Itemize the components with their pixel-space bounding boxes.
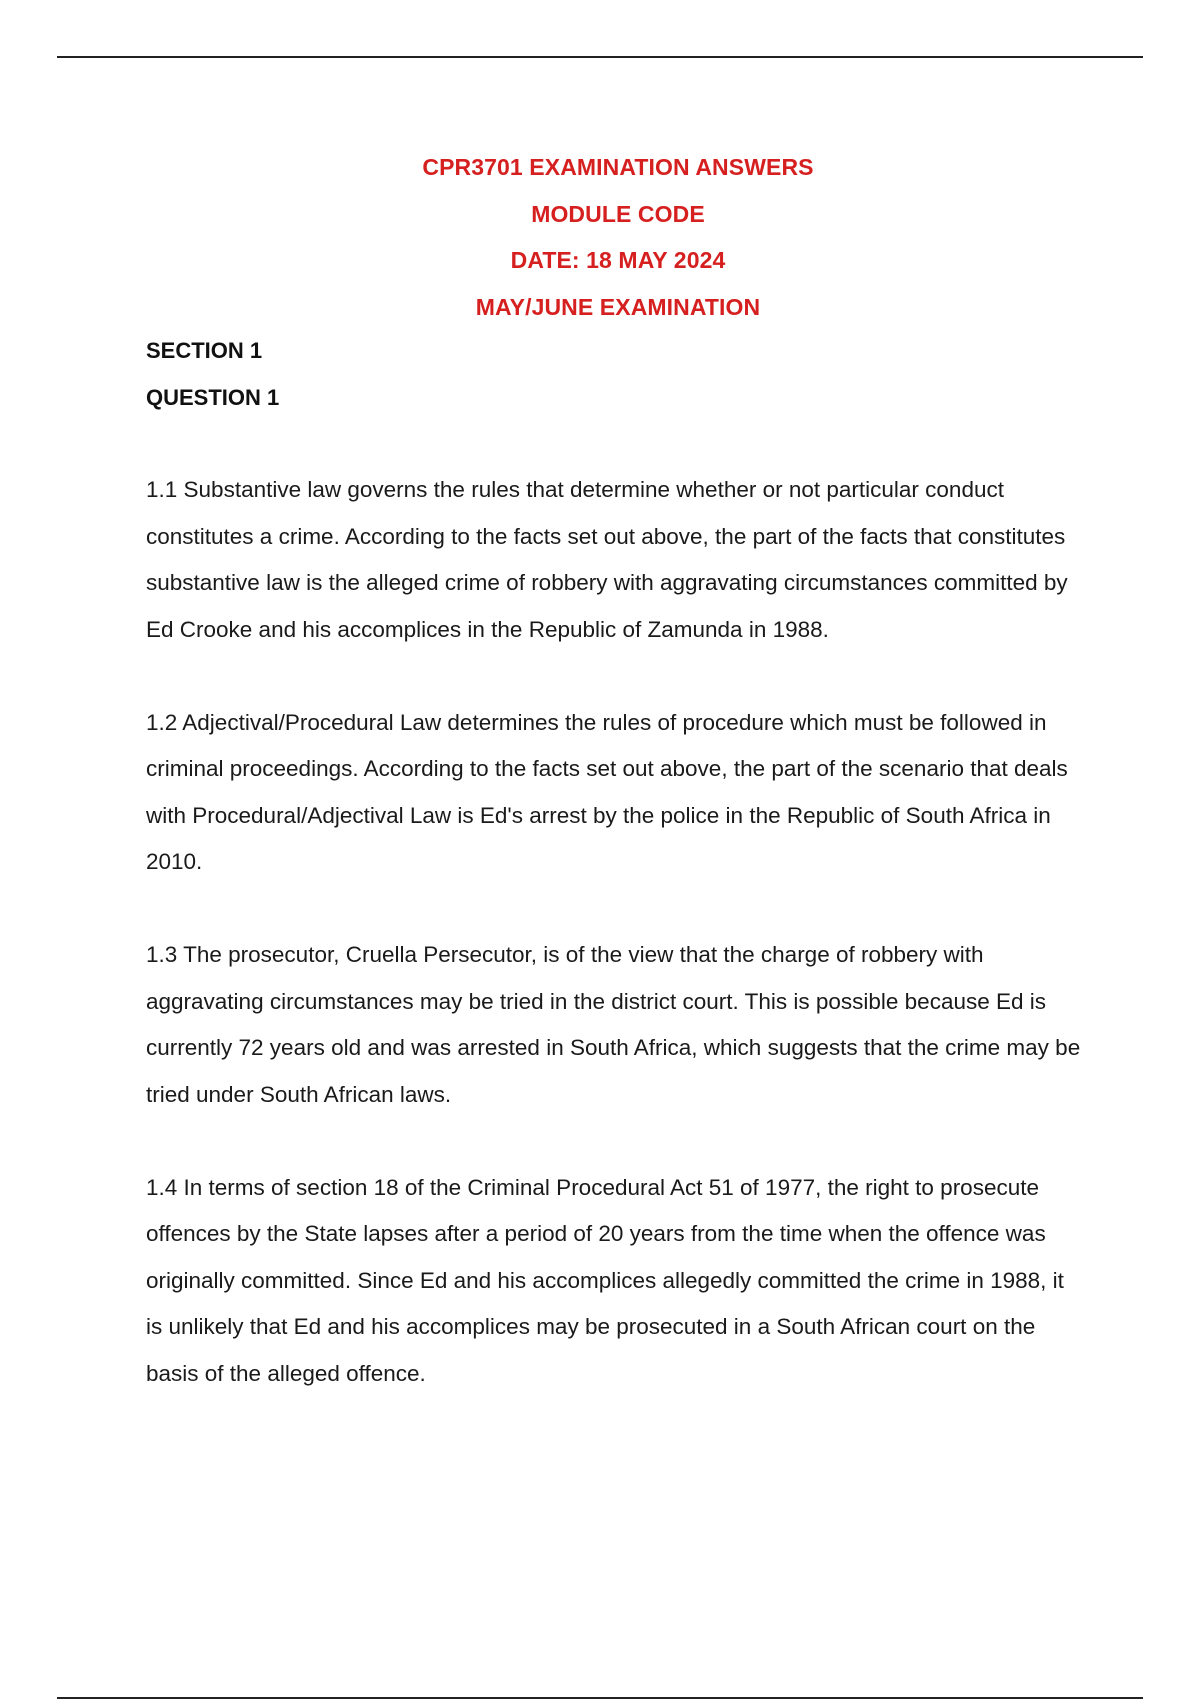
document-body <box>146 328 1086 1397</box>
section-heading: SECTION 1 <box>146 338 263 363</box>
question-heading: QUESTION 1 <box>146 384 280 410</box>
exam-title: CPR3701 EXAMINATION ANSWERS <box>422 154 814 180</box>
spacer <box>146 421 1086 467</box>
exam-session: MAY/JUNE EXAMINATION <box>475 293 761 320</box>
answer-1-1: 1.1 Substantive law governs the rules that determine whether or not particular conduct constitutes a crime. According to the facts set out above, the part of the facts that constitutes substantive law is the alleged crime of robbery with aggravating circumstances committed by Ed Crooke and his accomplices in the Republic of Zamunda in 1988. <box>146 477 1068 642</box>
spacer <box>146 886 1086 933</box>
document-header <box>0 144 1200 330</box>
bottom-divider <box>57 1697 1143 1699</box>
spacer <box>146 1118 1086 1165</box>
answer-1-4: 1.4 In terms of section 18 of the Criminal Procedural Act 51 of 1977, the right to prosecute offences by the State lapses after a period of 20 years from the time when the offence was originally committed. Since Ed and his accomplices allegedly committed the crime in 1988, it is unlikely that Ed and his accomplices may be prosecuted in a South African court on the basis of the alleged offence. <box>146 1174 1064 1386</box>
module-code: MODULE CODE <box>531 200 705 227</box>
answer-1-2: 1.2 Adjectival/Procedural Law determines the rules of procedure which must be followed in criminal proceedings. According to the facts set out above, the part of the scenario that deals with Procedural/Adjectival Law is Ed's arrest by the police in the Republic of South Africa in 2010. <box>146 709 1068 874</box>
answer-1-3: 1.3 The prosecutor, Cruella Persecutor, is of the view that the charge of robbery with aggravating circumstances may be tried in the district court. This is possible because Ed is currently 72 years old and was arrested in South Africa, which suggests that the crime may be tried under South African laws. <box>146 942 1081 1107</box>
top-divider <box>57 56 1143 58</box>
spacer <box>146 653 1086 700</box>
exam-date: DATE: 18 MAY 2024 <box>510 247 726 273</box>
